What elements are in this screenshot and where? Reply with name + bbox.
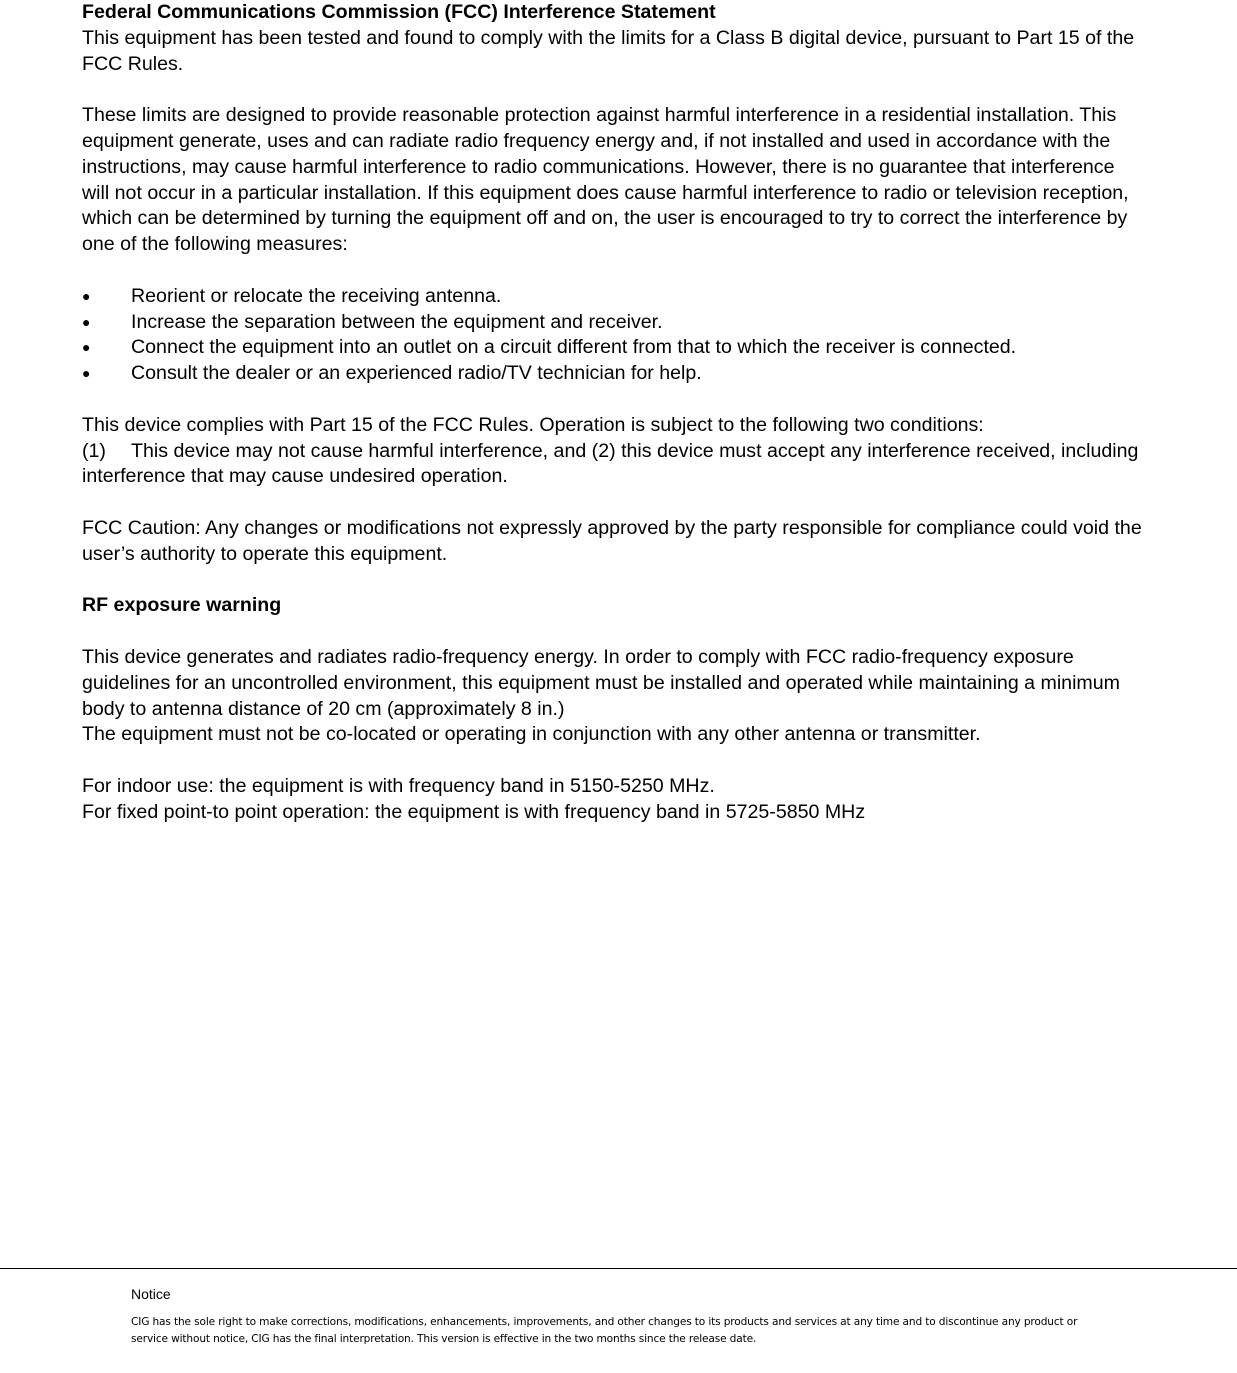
list-item-text: Connect the equipment into an outlet on a circuit different from that to which the receiver is connected.	[131, 336, 1017, 359]
list-item	[82, 284, 1142, 310]
bullet-icon: ●	[82, 287, 91, 304]
bullet-icon: ●	[82, 365, 91, 382]
fcc-caution-paragraph: FCC Caution: Any changes or modifications not expressly approved by the party responsible for compliance could void the user’s authority to operate this equipment.	[82, 516, 1142, 565]
conditions-paragraph	[82, 439, 1142, 491]
notice-title: Notice	[131, 1286, 171, 1302]
fixed-operation-line: For fixed point-to point operation: the equipment is with frequency band in 5725-5850 MHz	[82, 800, 866, 823]
measures-list	[82, 284, 1142, 387]
list-item	[82, 310, 1142, 336]
compliance-paragraph: This equipment has been tested and found to comply with the limits for a Class B digital device, pursuant to Part 15 of the FCC Rules.	[82, 26, 1135, 75]
footer-notice	[131, 1285, 1111, 1348]
conditions-text: This device may not cause harmful interference, and (2) this device must accept any interference received, including interference that may cause undesired operation.	[82, 439, 1139, 488]
document-body	[82, 0, 1142, 826]
notice-text: CIG has the sole right to make corrections, modifications, enhancements, improvements, and other changes to its products and services at any time and to discontinue any product or service without notice, CIG has the final interpretation. This version is effective in the two months since the release date.	[131, 1316, 1078, 1345]
rf-exposure-heading: RF exposure warning	[82, 594, 282, 617]
indoor-use-line: For indoor use: the equipment is with frequency band in 5150-5250 MHz.	[82, 774, 715, 797]
bullet-icon: ●	[82, 313, 91, 330]
fcc-statement-heading: Federal Communications Commission (FCC) Interference Statement	[82, 1, 716, 23]
colocation-paragraph: The equipment must not be co-located or operating in conjunction with any other antenna or transmitter.	[82, 723, 981, 746]
limits-paragraph: These limits are designed to provide reasonable protection against harmful interference in a residential installation. This equipment generate, uses and can radiate radio frequency energy and, if not installed and used in accordance with the instructions, may cause harmful interference to radio communications. However, there is no guarantee that interference will not occur in a particular installation. If this equipment does cause harmful interference to radio or television reception, which can be determined by turning the equipment off and on, the user is encouraged to try to correct the interference by one of the following measures:	[82, 104, 1129, 256]
rf-exposure-paragraph: This device generates and radiates radio-frequency energy. In order to comply with FCC radio-frequency exposure guidelines for an uncontrolled environment, this equipment must be installed and operated while maintaining a minimum body to antenna distance of 20 cm (approximately 8 in.)	[82, 645, 1120, 720]
condition-number: (1)	[82, 439, 106, 462]
list-item	[82, 361, 1142, 387]
footer-divider	[0, 1268, 1237, 1269]
list-item	[82, 335, 1142, 361]
part15-paragraph: This device complies with Part 15 of the FCC Rules. Operation is subject to the following two conditions:	[82, 413, 984, 436]
list-item-text: Consult the dealer or an experienced radio/TV technician for help.	[131, 362, 702, 385]
bullet-icon: ●	[82, 339, 91, 356]
list-item-text: Reorient or relocate the receiving antenna.	[131, 284, 502, 307]
list-item-text: Increase the separation between the equipment and receiver.	[131, 310, 663, 333]
